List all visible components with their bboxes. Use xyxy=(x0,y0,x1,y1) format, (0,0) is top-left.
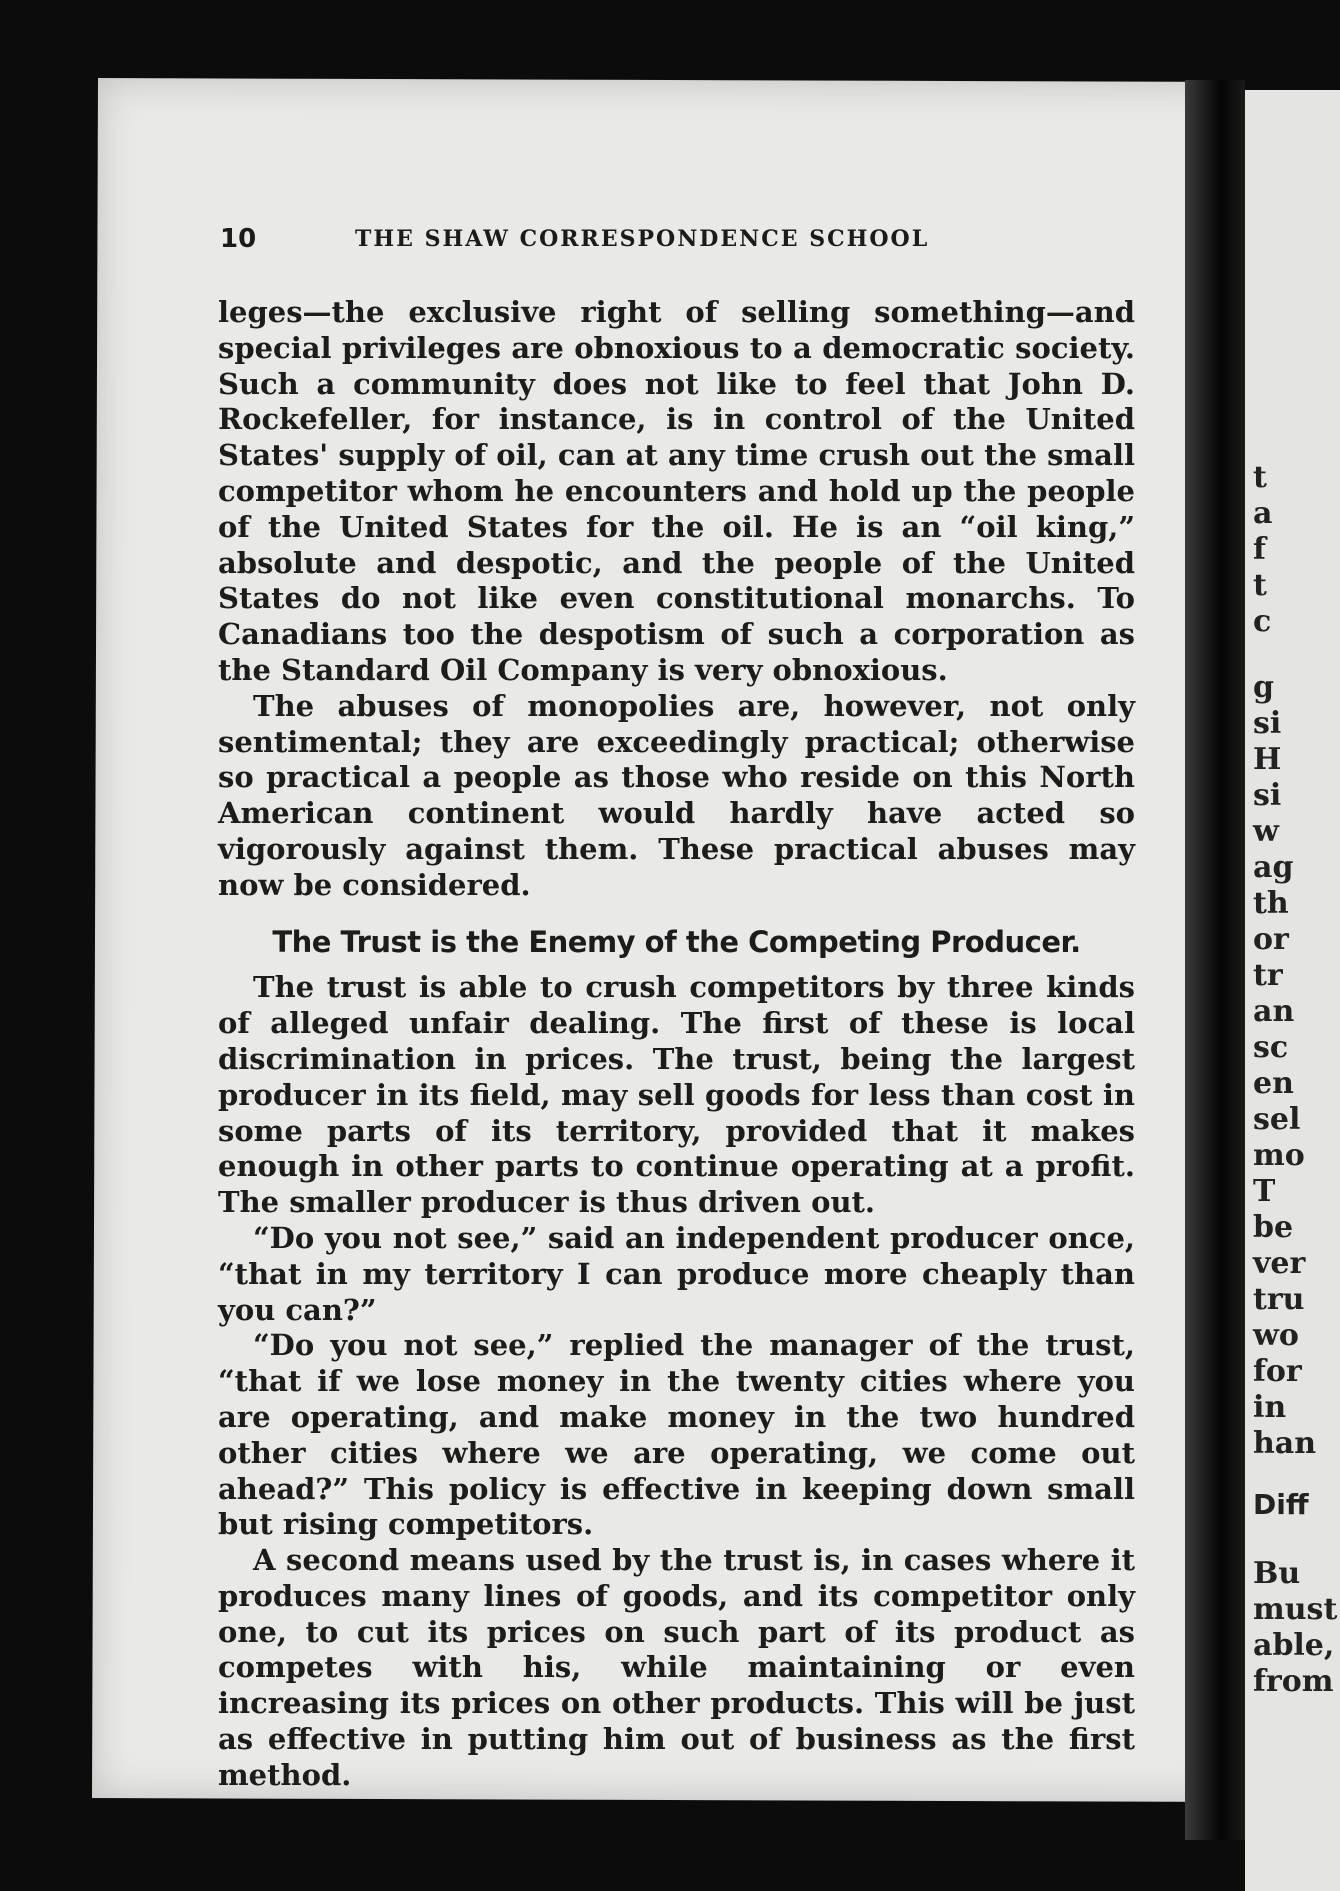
fragment: Bu xyxy=(1253,1556,1301,1591)
fragment: tru xyxy=(1253,1282,1305,1317)
fragment: for xyxy=(1253,1354,1302,1389)
fragment: able, xyxy=(1253,1628,1335,1663)
fragment: from xyxy=(1253,1664,1334,1699)
fragment: wo xyxy=(1253,1318,1299,1353)
fragment: t xyxy=(1253,460,1267,495)
fragment: sel xyxy=(1253,1102,1301,1137)
fragment: a xyxy=(1253,496,1273,531)
fragment: si xyxy=(1253,778,1282,813)
paragraph: “Do you not see,” replied the manager of the trust, “that if we lose money in the twenty cities where you are operating, and make money in the two hundred other cities where we are operating, we come out ahead?” This policy is effective in keeping down small but rising competitors. xyxy=(218,1328,1135,1542)
body-text xyxy=(218,295,1135,1794)
fragment: or xyxy=(1253,922,1289,957)
fragment: ag xyxy=(1253,850,1294,885)
paragraph: The abuses of monopolies are, however, not only sentimental; they are exceedingly practical; otherwise so practical a people as those who reside on this North American continent would hardly have acted so vigorously against them. These practical abuses may now be considered. xyxy=(218,688,1135,902)
fragment: be xyxy=(1253,1210,1294,1245)
fragment: th xyxy=(1253,886,1289,921)
fragment: H xyxy=(1253,742,1282,777)
fragment: en xyxy=(1253,1066,1294,1101)
fragment: T xyxy=(1253,1174,1276,1209)
fragment: t xyxy=(1253,568,1267,603)
page-header xyxy=(220,224,995,258)
fragment: in xyxy=(1253,1390,1287,1425)
fragment: must xyxy=(1253,1592,1338,1627)
paragraph: A second means used by the trust is, in cases where it produces many lines of goods, and its competitor only one, to cut its prices on such part of its product as competes with his, while maintaining or even increasing its prices on other products. This will be just as effective in putting him out of business as the first method. xyxy=(218,1543,1135,1792)
fragment: han xyxy=(1253,1426,1317,1461)
paragraph: The trust is able to crush competitors by three kinds of alleged unfair dealing. The first of these is local discrimination in prices. The trust, being the largest producer in its field, may sell goods for less than cost in some parts of its territory, provided that it makes enough in other parts to continue operating at a profit. The smaller producer is thus driven out. xyxy=(218,970,1135,1220)
fragment: an xyxy=(1253,994,1295,1029)
fragment: f xyxy=(1253,532,1266,567)
fragment: w xyxy=(1253,814,1279,849)
paragraph: leges—the exclusive right of selling something—and special privileges are obnoxious to a democratic society. Such a community does not like to feel that John D. Rockefeller, for instance, is in control of the United States' supply of oil, can at any time crush out the small competitor whom he encounters and hold up the people of the United States for the oil. He is an “oil king,” absolute and despotic, and the people of the United States do not like even constitutional monarchs. To Canadians too the despotism of such a corporation as the Standard Oil Company is very obnoxious. xyxy=(218,295,1135,687)
fragment: g xyxy=(1253,670,1274,705)
section-heading: The Trust is the Enemy of the Competing Producer. xyxy=(272,924,1081,959)
running-head: THE SHAW CORRESPONDENCE SCHOOL xyxy=(355,226,930,252)
fragment: tr xyxy=(1253,958,1283,993)
fragment: sc xyxy=(1253,1030,1289,1065)
fragment: si xyxy=(1253,706,1282,741)
fragment: c xyxy=(1253,604,1272,639)
fragment: ver xyxy=(1253,1246,1306,1281)
fragment: mo xyxy=(1253,1138,1305,1173)
paragraph: “Do you not see,” said an independent producer once, “that in my territory I can produce more cheaply than you can?” xyxy=(218,1220,1135,1327)
fragment: Diff xyxy=(1253,1488,1309,1521)
book-gutter xyxy=(1185,80,1245,1840)
adjacent-page-edge xyxy=(1245,90,1340,1891)
page-number: 10 xyxy=(220,224,257,254)
